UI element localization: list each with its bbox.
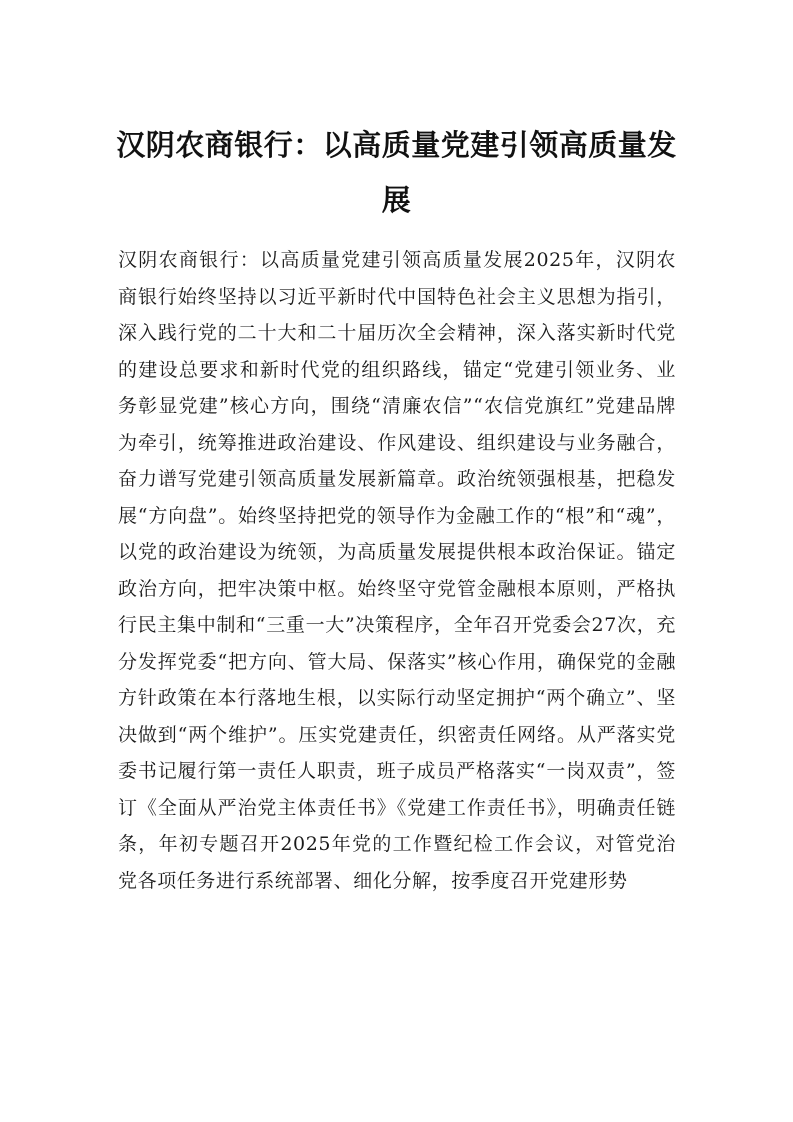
document-body: 汉阴农商银行：以高质量党建引领高质量发展2025年，汉阴农商银行始终坚持以习近平新时代中国特色社会主义思想为指引，深入践行党的二十大和二十届历次全会精神，深入落实新时代党的建设总要求和新时代党的组织路线，锚定“党建引领业务、业务彰显党建”核心方向，围绕“清廉农信”“农信党旗红”党建品牌为牵引，统筹推进政治建设、作风建设、组织建设与业务融合，奋力谱写党建引领高质量发展新篇章。政治统领强根基，把稳发展“方向盘”。始终坚持把党的领导作为金融工作的“根”和“魂”，以党的政治建设为统领，为高质量发展提供根本政治保证。锚定政治方向，把牢决策中枢。始终坚守党管金融根本原则，严格执行民主集中制和“三重一大”决策程序，全年召开党委会27次，充分发挥党委“把方向、管大局、保落实”核心作用，确保党的金融方针政策在本行落地生根，以实际行动坚定拥护“两个确立”、坚决做到“两个维护”。压实党建责任，织密责任网络。从严落实党委书记履行第一责任人职责，班子成员严格落实“一岗双责”，签订《全面从严治党主体责任书》《党建工作责任书》，明确责任链条，年初专题召开2025年党的工作暨纪检工作会议，对管党治党各项任务进行系统部署、细化分解，按季度召开党建形势 (118, 249, 676, 892)
document-title: 汉阴农商银行：以高质量党建引领高质量发展 (116, 128, 677, 217)
